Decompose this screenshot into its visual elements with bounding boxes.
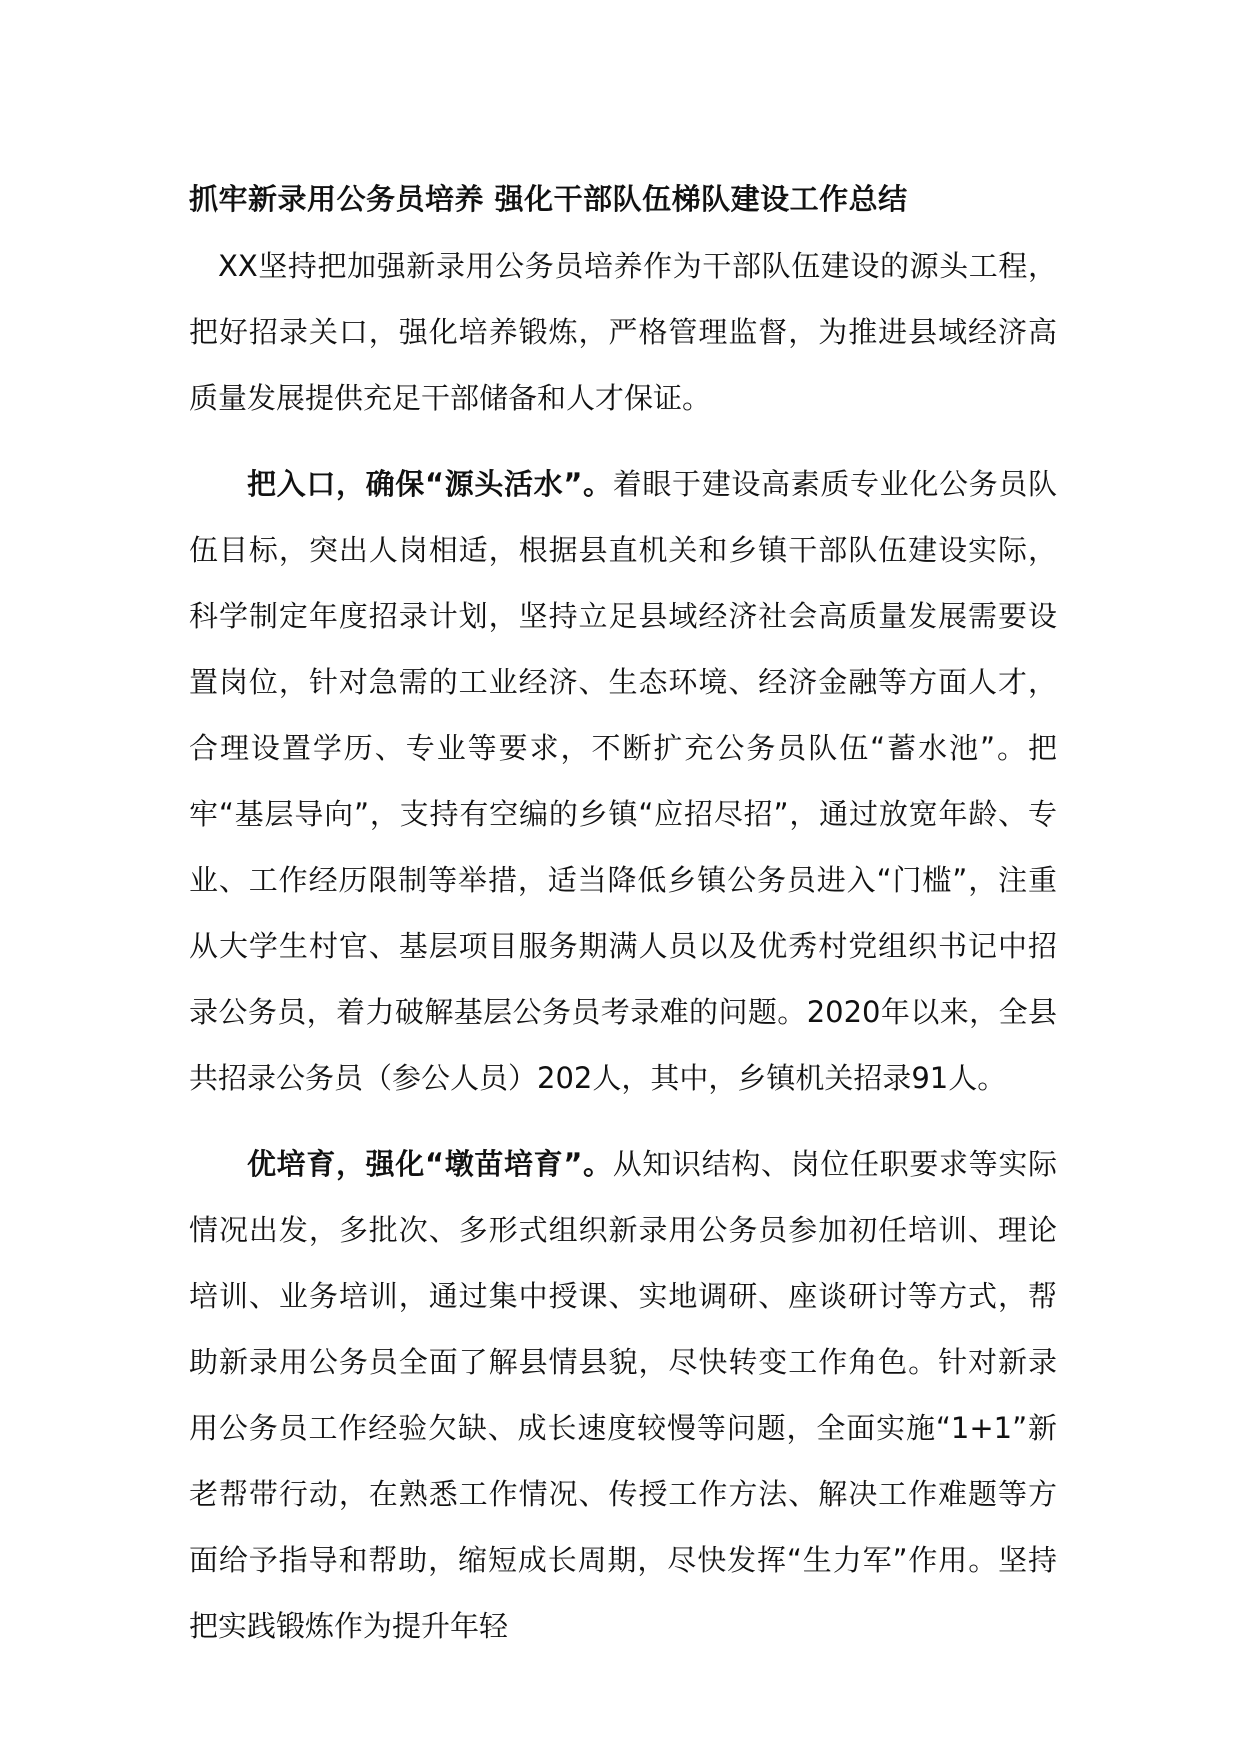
section-body-training: 从知识结构、岗位任职要求等实际情况出发，多批次、多形式组织新录用公务员参加初任培训、理论培训、业务培训，通过集中授课、实地调研、座谈研讨等方式，帮助新录用公务员全面了解县情县貌，尽快转变工作角色。针对新录用公务员工作经验欠缺、成长速度较慢等问题，全面实施“1+1”新老帮带行动，在熟悉工作情况、传授工作方法、解决工作难题等方面给予指导和帮助，缩短成长周期，尽快发挥“生力军”作用。坚持把实践锻炼作为提升年轻 [189, 1147, 1057, 1643]
section-paragraph-training [189, 1131, 1057, 1659]
section-paragraph-entry [189, 451, 1057, 1111]
section-body-entry: 着眼于建设高素质专业化公务员队伍目标，突出人岗相适，根据县直机关和乡镇干部队伍建设实际，科学制定年度招录计划，坚持立足县域经济社会高质量发展需要设置岗位，针对急需的工业经济、生态环境、经济金融等方面人才，合理设置学历、专业等要求，不断扩充公务员队伍“蓄水池”。把牢“基层导向”，支持有空编的乡镇“应招尽招”，通过放宽年龄、专业、工作经历限制等举措，适当降低乡镇公务员进入“门槛”，注重从大学生村官、基层项目服务期满人员以及优秀村党组织书记中招录公务员，着力破解基层公务员考录难的问题。2020年以来，全县共招录公务员（参公人员）202人，其中，乡镇机关招录91人。 [189, 467, 1057, 1095]
document-title: 抓牢新录用公务员培养 强化干部队伍梯队建设工作总结 [189, 182, 908, 216]
document-body [189, 176, 1057, 1659]
section-lead-entry: 把入口，确保“源头活水”。 [247, 467, 613, 501]
section-lead-training: 优培育，强化“墩苗培育”。 [247, 1147, 613, 1181]
intro-paragraph: XX坚持把加强新录用公务员培养作为干部队伍建设的源头工程，把好招录关口，强化培养锻炼，严格管理监督，为推进县域经济高质量发展提供充足干部储备和人才保证。 [189, 249, 1057, 415]
